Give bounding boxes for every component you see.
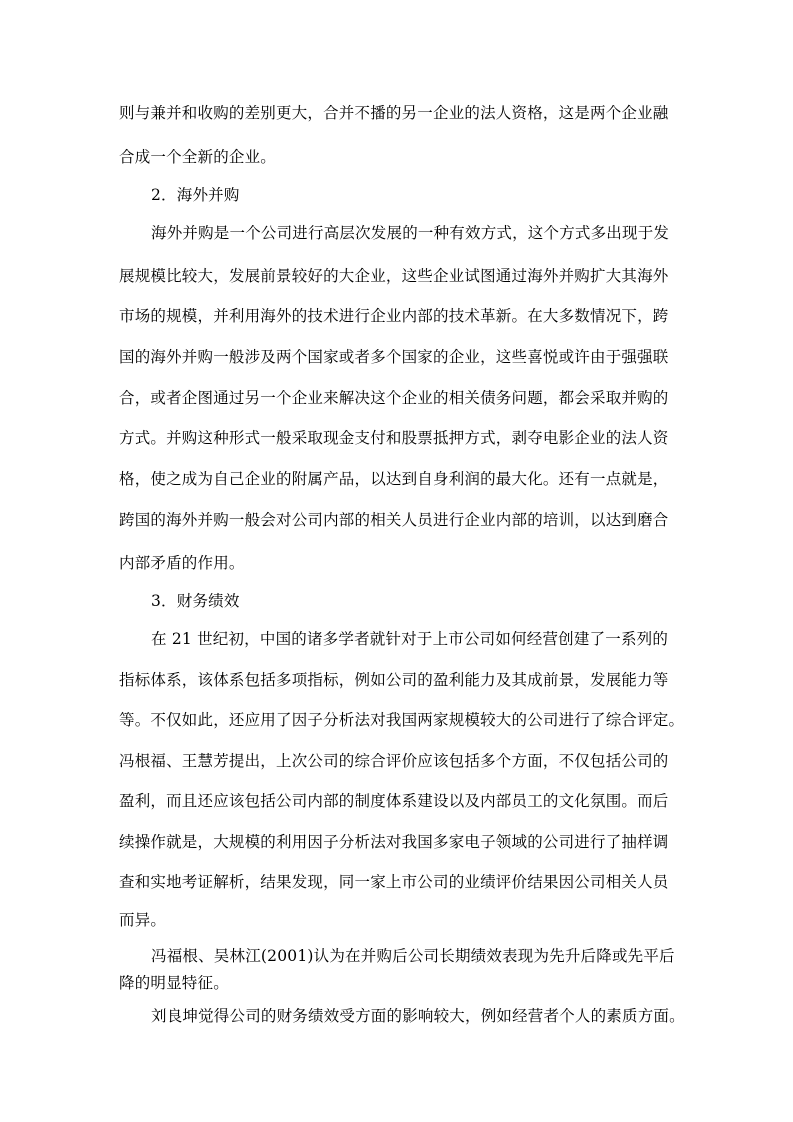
text-line: 跨国的海外并购一般会对公司内部的相关人员进行企业内部的培训，以达到磨合 xyxy=(119,511,669,529)
text-line: 国的海外并购一般涉及两个国家或者多个国家的企业，这些喜悦或许由于强强联 xyxy=(119,348,669,366)
text-line: 海外并购是一个公司进行高层次发展的一种有效方式，这个方式多出现于发 xyxy=(151,224,670,242)
text-line: 盈利，而且还应该包括公司内部的制度体系建设以及内部员工的文化氛围。而后 xyxy=(119,792,669,810)
text-line: 展规模比较大，发展前景较好的大企业，这些企业试图通过海外并购扩大其海外 xyxy=(119,267,669,285)
text-line: 降的明显特征。 xyxy=(119,974,229,992)
text-line: 等。不仅如此，还应用了因子分析法对我国两家规模较大的公司进行了综合评定。 xyxy=(119,711,685,729)
text-line: 合成一个全新的企业。 xyxy=(119,148,277,166)
section-heading: 2．海外并购 xyxy=(151,186,240,204)
text-line: 续操作就是，大规模的利用因子分析法对我国多家电子领域的公司进行了抽样调 xyxy=(119,833,669,851)
text-line: 格，使之成为自己企业的附属产品，以达到自身利润的最大化。还有一点就是， xyxy=(119,470,669,488)
text-line: 在 21 世纪初，中国的诸多学者就针对于上市公司如何经营创建了一系列的 xyxy=(151,630,669,648)
text-line: 查和实地考证解析，结果发现，同一家上市公司的业绩评价结果因公司相关人员 xyxy=(119,873,669,891)
text-line: 则与兼并和收购的差别更大，合并不播的另一企业的法人资格，这是两个企业融 xyxy=(119,104,669,122)
text-line: 而异。 xyxy=(119,911,167,929)
section-heading: 3．财务绩效 xyxy=(151,592,240,610)
text-line: 冯福根、吴林江(2001)认为在并购后公司长期绩效表现为先升后降或先平后 xyxy=(151,947,675,965)
text-line: 刘良坤觉得公司的财务绩效受方面的影响较大，例如经营者个人的素质方面。 xyxy=(151,1007,685,1025)
text-line: 内部矛盾的作用。 xyxy=(119,554,245,572)
text-line: 合，或者企图通过另一个企业来解决这个企业的相关债务问题，都会采取并购的 xyxy=(119,389,669,407)
text-line: 市场的规模，并利用海外的技术进行企业内部的技术革新。在大多数情况下，跨 xyxy=(119,307,669,325)
text-line: 冯根福、王慧芳提出，上次公司的综合评价应该包括多个方面，不仅包括公司的 xyxy=(119,752,669,770)
text-line: 方式。并购这种形式一般采取现金支付和股票抵押方式，剥夺电影企业的法人资 xyxy=(119,429,669,447)
text-line: 指标体系，该体系包括多项指标，例如公司的盈利能力及其成前景，发展能力等 xyxy=(119,671,669,689)
